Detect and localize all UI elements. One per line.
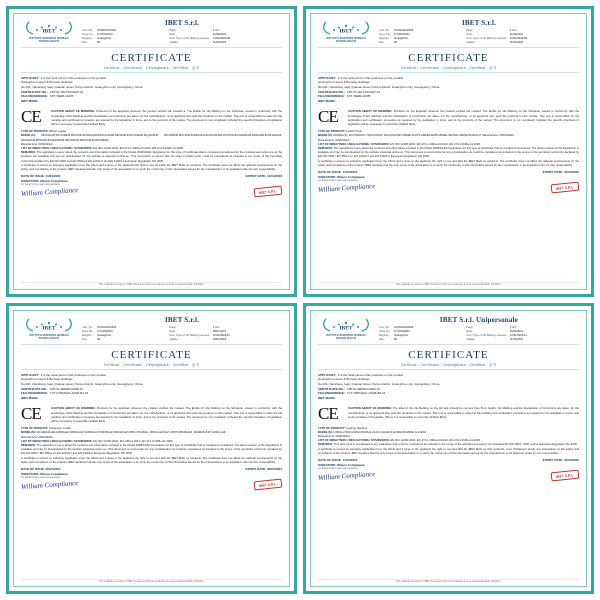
page-title: CERTIFICATE — [111, 348, 192, 361]
type-of-product-value: Forklift Truck — [345, 129, 362, 134]
meta-key: Cert. Type of CE Marking request: — [169, 36, 210, 40]
type-of-product-value: Wheel Loader — [48, 129, 67, 134]
caution-text: Products for the applicant whereon the product verified CE marked is. The Entitle for CE Marking on the Schedule, issued in conformity with the knowledge of EC Marking and EC Declaration of Conformity are taken, for the manufacturer, or its applicant who puts the products on the market. This one is responsible to state the CE marking and certification procedure as required by the legislation in force, and to the products of the parties. The document is not completely included the specific directives of legislation will be necessary to prescribe Notified Body. — [51, 109, 282, 127]
certificate-no-label: CERTIFICATE NO.: — [21, 89, 48, 94]
ce-mark-icon: CE — [318, 404, 338, 424]
meta-key: Cert. No.: — [379, 326, 391, 329]
meta-value: IC/2024/GZ/004 — [394, 326, 414, 329]
company-name: IBET S.r.l. — [164, 19, 200, 27]
logo-subtext: ISTITUTO EUROPEO BUREAU TECNOLOGICO — [326, 334, 366, 341]
certificate-no-label: CERTIFICATE NO.: — [21, 386, 48, 391]
dates-row — [318, 458, 579, 462]
caution-label: CAUTION ABOUT CE MARKING: — [348, 109, 393, 114]
directives-value: EN ISO 12100:2010; EN 474-1:2006+A4:2013; EN 474-3:2006+A1:2006 — [390, 141, 481, 146]
ce-marking-block — [21, 106, 282, 126]
meta-key: Rev.: — [82, 337, 89, 341]
signature-row — [318, 175, 579, 192]
models-label: MODEL(S): — [21, 430, 36, 435]
file-reference-value: FST-TEEB-11005 — [49, 94, 74, 99]
signature-note: On behalf of the Legal representative — [318, 178, 358, 182]
type-of-product-label: TYPE OF PRODUCT: — [318, 129, 346, 134]
certificate-card-3 — [6, 303, 297, 594]
file-reference-value: T.I/T.27/IPZH01-2/9WH37-01 — [49, 391, 89, 396]
file-reference-label: FILE REFERENCE: — [318, 391, 345, 396]
models-label: MODEL(S): — [318, 133, 333, 138]
meta-value: IC/2024/GZ/003 — [97, 326, 117, 329]
laurel-wreath-stars-icon — [21, 19, 77, 36]
caution-label: CAUTION ABOUT CE MARKING: — [348, 406, 392, 411]
file-reference-label: FILE REFERENCE: — [21, 94, 48, 99]
meta-key: Cert. Type of CE Marking request: — [169, 333, 210, 337]
signature-image: William Compliance — [317, 469, 376, 482]
laurel-wreath-stars-icon — [318, 316, 374, 333]
applicant-note: it is the local person that produces on the product — [40, 372, 107, 377]
signature-label: SIGNATURE: Misura Compliance — [21, 471, 68, 476]
remarks-1: The applicant is every about the contents and information included in the Model 2008/42/EC Regulation for this type of Certificate that is completed considered. The latest revision of the Regulation is available and can be downloaded for the website www.ibet-online.eu. This document is served also for any consideration as could be considered as included in the scope of the permitted conformity declared by EN ISO 9001 / EN 45011-2 / EN 12100-2 and EN 61000-2 European Regulation NO 2006. — [21, 442, 282, 456]
meta-key: Validity: — [169, 337, 179, 341]
caution-label: CAUTION ABOUT CE MARKING: — [51, 109, 96, 114]
certificate-no-label: CERTIFICATE NO.: — [318, 89, 345, 94]
applicant-address: No.021, Nansheng road, Quanan street, Panyu district, Guangzhou city, Guangdong, China. — [21, 84, 144, 89]
logo-subtext: ISTITUTO EUROPEO BUREAU TECNOLOGICO — [29, 334, 69, 341]
meta-key: Validity: — [169, 40, 179, 44]
company-name: IBET S.r.l. Unipersonale — [439, 316, 519, 324]
ce-mark-icon: CE — [21, 404, 41, 424]
meta-value: 11/04/2022 — [509, 337, 524, 341]
meta-key: Issue No.: — [379, 32, 392, 36]
meta-key: Cert. No.: — [82, 326, 94, 329]
certificate-meta — [82, 326, 282, 342]
company-stamp: IBET S.R.L. — [550, 181, 579, 193]
directives-label: LIST OF DIRECTIVES / REGULATIONS / STANDARDS: — [21, 438, 93, 443]
meta-key: Cert. No.: — [379, 29, 391, 32]
models-value: ML1000H/LHE,1290FLHZ,1800H/LHZ,2300FLHZ,1500/FLHZ,3000H/LHZ,M/PL1700-BHH, M600-LHZ/LHZ, M/RT1050-BHHS, M/HM0118 MT-2000-LHZ — [36, 430, 226, 435]
meta-key: Rev.: — [379, 40, 386, 44]
file-reference-label: FILE REFERENCE: — [318, 94, 345, 99]
meta-key: Date: — [466, 32, 473, 36]
svg-text:IBET: IBET — [339, 28, 353, 35]
models-value: MODEL(S): MOTORHOLY MK/FLM220, MAVLINATED FREMLIGHTS-2MZEL/M255-2MZEL/MATED-2MZEL/M1101-M; Manufacturer 2006/42/EC — [333, 133, 515, 138]
remarks-2: A certificate is issued on voluntary application from the Client and it gives to the applicant the right to use and affix the IBET Mark on products. The certificate does not affect the national requirements on the safety and compliance of the product. IBET declares that the only scope of the association is to verify the conformity of this information issued for the manufacturer or its applicant under its own responsibility. — [21, 455, 282, 464]
ibet-logo — [21, 316, 77, 340]
meta-value: 1 of 1 — [509, 326, 517, 329]
meta-value: 05/07/2021 — [212, 329, 227, 333]
type-of-product-label: TYPE OF PRODUCT: — [21, 426, 49, 431]
signature-label: SIGNATURE: Misura Compliance — [318, 174, 365, 179]
signature-note: On behalf of the Legal representative — [21, 475, 61, 479]
signature-image: William Compliance — [317, 181, 376, 194]
ibet-mark-label: IBET MARK: — [318, 98, 336, 103]
manufacturer-value: Manufacturer 2006/42/EC — [21, 434, 54, 439]
file-reference-label: FILE REFERENCE: — [21, 391, 48, 396]
laurel-wreath-stars-icon — [318, 19, 374, 36]
applicant-address: No.021, Nansheng road, Quanan street, Panyu district, Guangzhou city, Guangdong, China. — [21, 381, 144, 386]
meta-value: 00 — [97, 337, 101, 341]
meta-key: Rev.: — [379, 337, 386, 341]
certificate-no-label: CERTIFICATE NO.: — [318, 386, 345, 391]
expiry-date: EXPIRY DATE: 11/04/2022 — [245, 174, 282, 179]
issue-date: DATE OF ISSUE: 11/04/2021 — [21, 174, 61, 179]
meta-key: Date: — [169, 32, 176, 36]
meta-key: Cert. Type of CE Marking request: — [466, 36, 507, 40]
applicant-label: APPLICANT: — [21, 75, 39, 80]
applicant-label: APPLICANT: — [21, 372, 39, 377]
logo-subtext: ISTITUTO EUROPEO BUREAU TECNOLOGICO — [29, 37, 69, 44]
meta-key: Cert. No.: — [82, 29, 94, 32]
directives-label: LIST OF DIRECTIVES / REGULATIONS / STANDARDS: — [318, 141, 390, 146]
meta-value: Guangzhou — [394, 333, 409, 337]
company-stamp: IBET S.R.L. — [253, 186, 282, 198]
remarks-label: REMARKS: — [21, 150, 37, 155]
meta-value: Guangzhou — [394, 36, 409, 40]
ce-marking-block — [21, 403, 282, 423]
meta-value: Guangzhou — [97, 36, 112, 40]
expiry-date: EXPIRY DATE: 11/04/2022 — [542, 169, 579, 174]
remarks-1: The applicant is every about the contents and information included in the Model 2008/42/EC Regulation for this type of Certificate that is completed considered. The latest revision of the Regulation is available and can be downloaded for the website www.ibet-online.eu. This document is served also for any consideration as could be considered as included in the scope of the permitted conformity declared by EN ISO 9001 / EN 45011-2 / EN 12100-2 and EN 61000-2 European Regulation NO 2006. — [318, 145, 579, 159]
caution-text: The label of the CE Marking on the left side should be not less than 5mm height. CE Marking and EC Declaration of Conformity are taken, for the manufacturer, or its applicant who puts the products on the market. This one is responsible to state the CE marking and certification procedure as required by the legislation in force, and to the products of the parties. Where it is responsible to prescribe Notified Body. — [348, 406, 579, 419]
type-of-product-value: Telescopic Loader — [48, 426, 72, 431]
certificate-header — [21, 316, 282, 345]
page-subtitle: Certificat - Certificado - Cerpwqbkare - Zertifikat - 证书 — [21, 362, 282, 370]
signature-label: SIGNATURE: Misura Compliance — [318, 462, 365, 467]
certificate-no-value: CRT/IC-00174/C0047-01 — [346, 89, 381, 94]
meta-key: Registry: — [82, 36, 93, 40]
certificate-header — [318, 19, 579, 48]
certificate-header — [318, 316, 579, 345]
file-reference-value: T.I/T.28/IPZH01-2/9WH38-01 — [346, 391, 386, 396]
svg-text:IBET: IBET — [339, 325, 353, 332]
ibet-logo — [318, 316, 374, 340]
applicant-note: it is the local person that produces on the product — [337, 75, 404, 80]
type-of-product-value: Loading Machine — [345, 425, 368, 430]
meta-value: 1 of 1 — [509, 29, 517, 32]
certificate-meta — [379, 29, 579, 45]
svg-text:IBET: IBET — [42, 325, 56, 332]
product-details — [21, 426, 282, 464]
signature-note: On behalf of the Legal representative — [21, 183, 61, 187]
certificate-meta — [379, 326, 579, 342]
applicant-label: APPLICANT: — [318, 75, 336, 80]
meta-key: Registry: — [82, 333, 93, 337]
applicant-name: Guangzhou Laurel & Bonway Holdings — [318, 80, 370, 85]
type-of-product-label: TYPE OF PRODUCT: — [318, 425, 346, 430]
caution-label: CAUTION ABOUT CE MARKING: — [51, 406, 96, 411]
signature-row — [20, 179, 282, 199]
page-title: CERTIFICATE — [111, 51, 192, 64]
caution-text: Products for the applicant whereon the product verified CE marked. The Entitle for CE Marking on the Schedule, issued in conformity with the knowledge of EC Marking and EC Declaration of Conformity are taken, for the manufacturer, or its applicant who puts the products on the market. This one is responsible to state the CE marking and certification procedure as required by the legislation in force, and to the products of the parties. The document is not completely included the specific directives of legislation will be necessary to prescribe Notified Body. — [51, 406, 282, 424]
meta-key: Registry: — [379, 36, 390, 40]
directives-label: LIST OF DIRECTIVES / REGULATIONS / STANDARDS: — [21, 145, 93, 150]
logo-subtext: ISTITUTO EUROPEO BUREAU TECNOLOGICO — [326, 37, 366, 44]
signature-row — [318, 463, 579, 480]
ibet-logo — [318, 19, 374, 43]
directives-value: EN ISO 12100:2010; EN 474-1:2006+A4:2013; EN 474-3:2006+A1:2006 — [93, 145, 184, 150]
dates-row — [21, 467, 282, 471]
remarks-2: A certificate is issued on voluntary application from the Client and it gives to the applicant the right to use and affix the IBET Mark on their products, even if Edasue? simply any association on the safety and compliance of the product. IBET declares that the only scope of the association is to verify the conformity of this information issued for the manufacturer or its applicant under its own responsibility. — [318, 446, 579, 455]
meta-key: Page: — [466, 29, 474, 32]
directives-value: EN ISO 12100:2010; EN 474-1:2006+A4:2013; EN 474-3:2006+A1:2006 — [390, 438, 481, 443]
meta-value: F.V.003/2021 — [97, 329, 113, 333]
caution-text: Products for the applicant whereon the product verified CE marked. The Entitle for CE Marking on the Schedule, issued in conformity with the knowledge of EC Marking and EC Declaration of Conformity are taken, for the manufacturer, or its applicant who puts the products on the market. This one is responsible for the application and certification procedure as required by the legislation in force, and to the products of the parties. The document is not completely included the specific directives of legislation will be necessary to prescribe Notified Body. — [348, 109, 579, 127]
page-subtitle: Certificat - Certificado - Cerpwqbkare - Zertifikat - 证书 — [318, 65, 579, 73]
ibet-mark-label: IBET MARK: — [318, 395, 336, 400]
meta-key: Issue No.: — [379, 329, 392, 333]
remarks-2: A certificate is issued on voluntary application from the Client and it gives to the applicant the right to use and affix the IBET Mark on products. The certificate does not affect the national requirements on the safety and compliance of the product. IBET declares that the only scope of the association is to verify the conformity of this information issued for the manufacturer or its applicant under its own responsibility. — [21, 162, 282, 171]
meta-value: 12/31/2021/09 — [509, 36, 528, 40]
dates-row — [21, 174, 282, 178]
applicant-block — [21, 373, 282, 401]
meta-key: Validity: — [466, 40, 476, 44]
meta-key: Page: — [466, 326, 474, 329]
applicant-block — [318, 76, 579, 104]
product-details — [21, 129, 282, 171]
signature-note: On behalf of the Legal representative — [318, 466, 358, 470]
company-stamp: IBET S.R.L. — [550, 469, 579, 481]
meta-value: 11/04/2021 — [509, 32, 524, 36]
certificate-no-value: CRT/IC-00828/C0048-01 — [49, 386, 84, 391]
meta-value: 12/31/2021/08 — [212, 36, 231, 40]
meta-key: Issue No.: — [82, 329, 95, 333]
meta-key: Validity: — [466, 337, 476, 341]
applicant-name: Guangzhou Laurel & Bonway Holdings — [21, 80, 73, 85]
dates-row — [318, 170, 579, 174]
company-name: IBET S.r.l. — [461, 19, 497, 27]
meta-value: 00 — [394, 337, 398, 341]
footer-note: This certificate is property of IBET Srl and any kind of reproduction is to be considered strictly forbidden. — [21, 282, 282, 287]
meta-value: F.V.001/2021 — [97, 32, 113, 36]
remarks-label: REMARKS: — [21, 442, 37, 447]
meta-value: 1 of 1 — [212, 326, 220, 329]
applicant-label: APPLICANT: — [318, 372, 336, 377]
applicant-address: No.021, Nansheng road, Quanan street, Panyu district, Guangzhou city, Guangdong, China. — [318, 84, 441, 89]
meta-value: F.V.002/2021 — [394, 32, 410, 36]
meta-key: Page: — [169, 29, 177, 32]
type-of-product-label: TYPE OF PRODUCT: — [21, 129, 49, 134]
footer-note: This certificate is property of IBET Srl and any kind of reproduction is to be considered strictly forbidden. — [318, 579, 579, 584]
certificate-card-2 — [303, 6, 594, 297]
certificate-no-value: CRT/IC-00825/C0050-01 — [346, 386, 381, 391]
meta-value: Guangzhou — [97, 333, 112, 337]
expiry-date: EXPIRY DATE: 11/04/2022 — [542, 457, 579, 462]
manufacturer-value: Manufacturer 2006/42/EC — [318, 433, 351, 438]
product-details — [318, 426, 579, 455]
footer-note: This certificate is property of IBET Srl and any kind of reproduction is to be considered strictly forbidden. — [21, 579, 282, 584]
certificate-card-4 — [303, 303, 594, 594]
meta-value: 11/04/2022 — [509, 40, 524, 44]
signature-image: William Compliance — [20, 478, 79, 491]
certificate-meta — [82, 29, 282, 45]
laurel-wreath-stars-icon — [21, 316, 77, 333]
svg-text:IBET: IBET — [42, 28, 56, 35]
applicant-name: Guangzhou Laurel & Bonway Holdings — [318, 377, 370, 382]
remarks-2: A certificate is issued on voluntary application from the Client and it gives to the applicant the right to use and affix the IBET Mark on products. The certificate does not affect the national requirements on the safety and compliance of the product. IBET declares that the only scope of the association is to verify the conformity of this information issued for the manufacturer or its applicant under its own responsibility. — [318, 158, 579, 167]
remarks-1: The applicant is every about the contents and information included in the Model 2008/42/EC Regulation for this type of Certificate that is completed considered for the products and reference as the products are available and can be downloaded for the website at www.ibet-online.eu. This information is served also for other a written-order could be considered as included in the scope of the permitted conformity declared by EN ISO 9001 and EN 45011-2 EN 12100-2 and EN 61000-2 European Regulation NO 2006. — [21, 150, 282, 163]
meta-value: 11/04/2021 — [509, 329, 524, 333]
meta-value: 12/31/2021/11 — [509, 333, 527, 337]
meta-key: Rev.: — [82, 40, 89, 44]
remarks-label: REMARKS: — [318, 442, 334, 447]
company-name: IBET S.r.l. — [164, 316, 200, 324]
meta-key: Cert. Type of CE Marking request: — [466, 333, 507, 337]
meta-key: Issue No.: — [82, 32, 95, 36]
applicant-name: Guangzhou Laurel & Bonway Holdings — [21, 377, 73, 382]
meta-key: Date: — [169, 329, 176, 333]
ce-mark-icon: CE — [318, 107, 338, 127]
certificate-card-1 — [6, 6, 297, 297]
ce-mark-icon: CE — [21, 107, 41, 127]
signature-label: SIGNATURE: Misura Compliance — [21, 179, 68, 184]
certificate-no-value: CRT/IC-00173/C0046-01 — [49, 89, 84, 94]
ibet-mark-label: IBET MARK: — [21, 395, 39, 400]
models-label: MODEL(S): — [21, 133, 36, 138]
product-details — [318, 129, 579, 167]
signature-row — [21, 472, 282, 489]
ce-marking-block — [318, 106, 579, 126]
meta-value: IC/2024/GZ/001 — [97, 29, 117, 32]
file-reference-value: FST-TEEB-11005 — [346, 94, 371, 99]
issue-date: DATE OF ISSUE: 05/07/2021 — [21, 466, 61, 471]
meta-value: 11/04/2021 — [212, 32, 227, 36]
meta-value: F.V.004/2021 — [394, 329, 410, 333]
meta-value: 05/07/2024 — [212, 337, 227, 341]
applicant-block — [318, 373, 579, 401]
meta-key: Date: — [466, 329, 473, 333]
expiry-date: EXPIRY DATE: 05/07/2024 — [245, 466, 282, 471]
meta-value: 00 — [97, 40, 101, 44]
applicant-note: it is the local person that produces on the product — [337, 372, 404, 377]
meta-key: Page: — [169, 326, 177, 329]
directives-label: LIST OF DIRECTIVES / REGULATIONS / STANDARDS: — [318, 438, 390, 443]
meta-value: 00 — [394, 40, 398, 44]
meta-value: IC/2024/GZ/002 — [394, 29, 414, 32]
issue-date: DATE OF ISSUE: 11/04/2021 — [318, 169, 358, 174]
models-value: MD1312LB,MC1318LB,MD1204LB,MH1002LB,MC1312LB,MD1118LB,MT1010LB,MQ1100LB; MD1308LB,MC1302LB,MD1010LB,MS1200LB,MT1001LB,MH1182LB,MW1200LB,MK1000LB; MD2200LB,MP1000LB,ME1040LB,MR1004LB,MD1303LB,MK1008LB — [21, 133, 282, 142]
ce-marking-block — [318, 403, 579, 422]
manufacturer-value: Manufacturer 2006/42/EC — [21, 141, 54, 146]
signature-image: William Compliance — [20, 186, 79, 199]
ibet-logo — [21, 19, 77, 43]
footer-note: This certificate is property of IBET Srl and any kind of reproduction is to be considered strictly forbidden. — [318, 282, 579, 287]
models-value: L990H,L700H,L900H,M400H,LH120-F,LH220-F,G260H,M/L820H,G/L220H — [333, 429, 427, 434]
issue-date: DATE OF ISSUE: 11/04/2021 — [318, 457, 358, 462]
page-title: CERTIFICATE — [408, 51, 489, 64]
meta-value: 12/31/2021/10 — [212, 333, 231, 337]
meta-key: Registry: — [379, 333, 390, 337]
page-title: CERTIFICATE — [408, 348, 489, 361]
remarks-1: This document is not allowed to any evaluation that could be considered as included in the scope of the activities covered by the standard EN ISO 9001 / 2001 and/or European Regulation No 2006. — [333, 442, 578, 447]
applicant-block — [21, 76, 282, 104]
company-stamp: IBET S.R.L. — [253, 478, 282, 490]
meta-value: 11/04/2022 — [212, 40, 227, 44]
models-label: MODEL(S): — [318, 429, 333, 434]
page-subtitle: Certificat - Certificado - Cerpwqbkare - Zertifikat - 证书 — [318, 362, 579, 370]
remarks-label: REMARKS: — [318, 145, 334, 150]
ibet-mark-label: IBET MARK: — [21, 98, 39, 103]
certificate-header — [21, 19, 282, 48]
manufacturer-value: Manufacturer 2006/42/EC — [318, 137, 351, 142]
directives-value: EN ISO 12100:2010; EN 1459-1:2017; EN 474-3:2006+A1:2006 — [93, 438, 173, 443]
applicant-address: No.021, Nansheng road, Quanan street, Panyu district, Guangzhou city, Guangdong, China. — [318, 381, 441, 386]
page-subtitle: Certificat - Certificado - Cerpwqbkare - Zertifikat - 证书 — [21, 65, 282, 73]
applicant-note: it is the local person that produces on the product — [40, 75, 107, 80]
meta-value: 1 of 1 — [212, 29, 220, 32]
